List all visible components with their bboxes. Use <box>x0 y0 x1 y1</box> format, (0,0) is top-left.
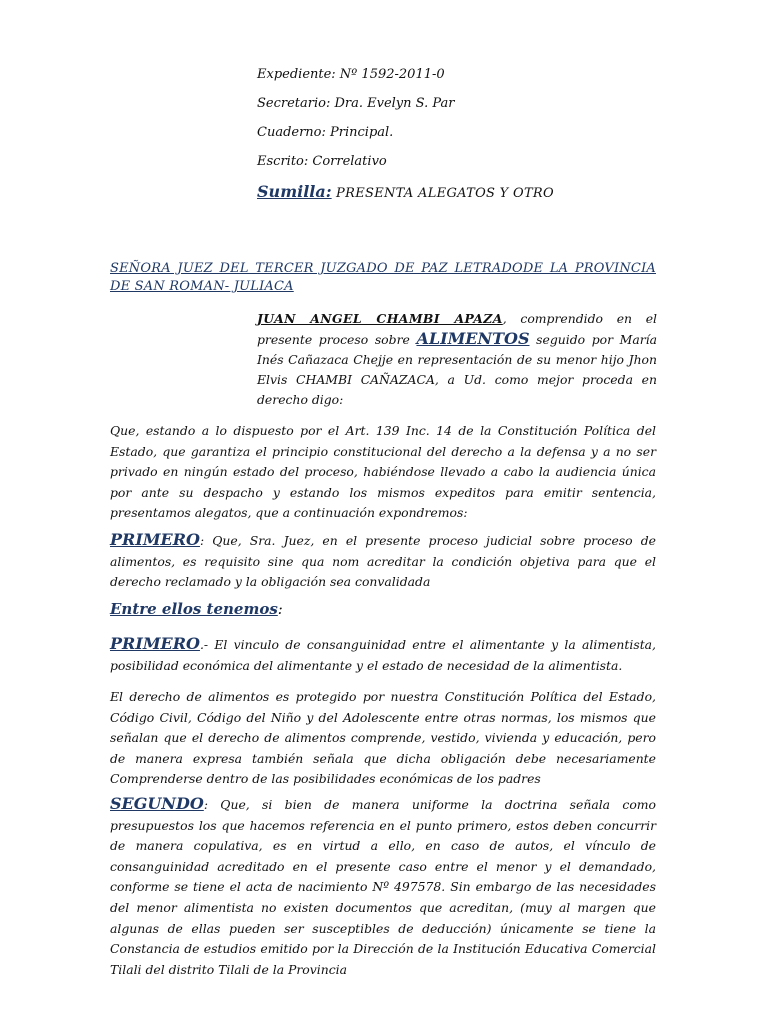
petitioner-name: JUAN ANGEL CHAMBI APAZA <box>257 311 503 326</box>
intro-text-2: seguido por María Inés Cañazaca Chejje en representación de su menor hijo Jhon Elvis CHAMBI CAÑAZACA, a Ud. como mejor proceda en derecho digo: <box>257 332 657 407</box>
entre-ellos-label: Entre ellos tenemos <box>110 600 278 618</box>
primero-heading-1: PRIMERO <box>110 530 200 549</box>
case-header <box>257 66 677 201</box>
addressee-heading: SEÑORA JUEZ DEL TERCER JUZGADO DE PAZ LETRADODE LA PROVINCIA DE SAN ROMAN- JULIACA <box>110 261 656 294</box>
segundo-paragraph <box>110 794 656 980</box>
secretario-line: Secretario: Dra. Evelyn S. Par <box>257 96 455 111</box>
expediente-line: Expediente: Nº 1592-2011-0 <box>257 67 445 82</box>
sumilla-text: PRESENTA ALEGATOS Y OTRO <box>331 186 554 201</box>
intro-paragraph <box>257 309 657 410</box>
intro-text-1: , comprendido en el presente proceso sobre <box>257 311 658 347</box>
sumilla-label: Sumilla: <box>257 182 332 201</box>
primero-text-1: : Que, Sra. Juez, en el presente proceso judicial sobre proceso de alimentos, es requisito sine qua nom acreditar la condición objetiva para que el derecho reclamado y la obligación sea convalidada <box>110 533 656 590</box>
primero-text-2: .- El vinculo de consanguinidad entre el alimentante y la alimentista, posibilidad económica del alimentante y el estado de necesidad de la alimentista. <box>110 637 656 673</box>
primero-heading-2: PRIMERO <box>110 634 200 653</box>
primero-paragraph-2 <box>110 634 656 676</box>
cuaderno-line: Cuaderno: Principal. <box>257 125 394 140</box>
alimentos-keyword: ALIMENTOS <box>416 329 530 348</box>
sumilla-line <box>257 182 677 201</box>
que-paragraph: Que, estando a lo dispuesto por el Art. 139 Inc. 14 de la Constitución Política del Estado, que garantiza el principio constitucional del derecho a la defensa y a no ser privado en ningún estado del proceso, habiéndose llevado a cabo la audiencia única por ante su despacho y estando los mismos expeditos para emitir sentencia, presentamos alegatos, que a continuación expondremos: <box>110 423 656 521</box>
segundo-text: : Que, si bien de manera uniforme la doctrina señala como presupuestos los que hacemos referencia en el punto primero, estos deben concurrir de manera copulativa, es en virtud a ello, en caso de autos, el vínculo de consanguinidad acreditado en el presente caso entre el menor y el demandado, conforme se tiene el acta de nacimiento Nº 497578. Sin embargo de las necesidades del menor alimentista no existen documentos que acreditan, (muy al margen que algunas de ellas pueden ser susceptibles de deducción) únicamente se tiene la Constancia de estudios emitido por la Dirección de la Institución Educativa Comercial Tilali del distrito Tilali de la Provincia <box>110 797 656 977</box>
entre-ellos-heading <box>110 600 283 618</box>
escrito-line: Escrito: Correlativo <box>257 154 387 169</box>
derecho-paragraph: El derecho de alimentos es protegido por nuestra Constitución Política del Estado, Código Civil, Código del Niño y del Adolescente entre otras normas, los mismos que señalan que el derecho de alimentos comprende, vestido, vivienda y educación, pero de manera expresa también señala que dicha obligación debe necesariamente Comprenderse dentro de las posibilidades económicas de los padres <box>110 689 656 787</box>
entre-ellos-colon: : <box>277 600 283 618</box>
primero-paragraph-1 <box>110 530 656 593</box>
segundo-heading: SEGUNDO <box>110 794 204 813</box>
